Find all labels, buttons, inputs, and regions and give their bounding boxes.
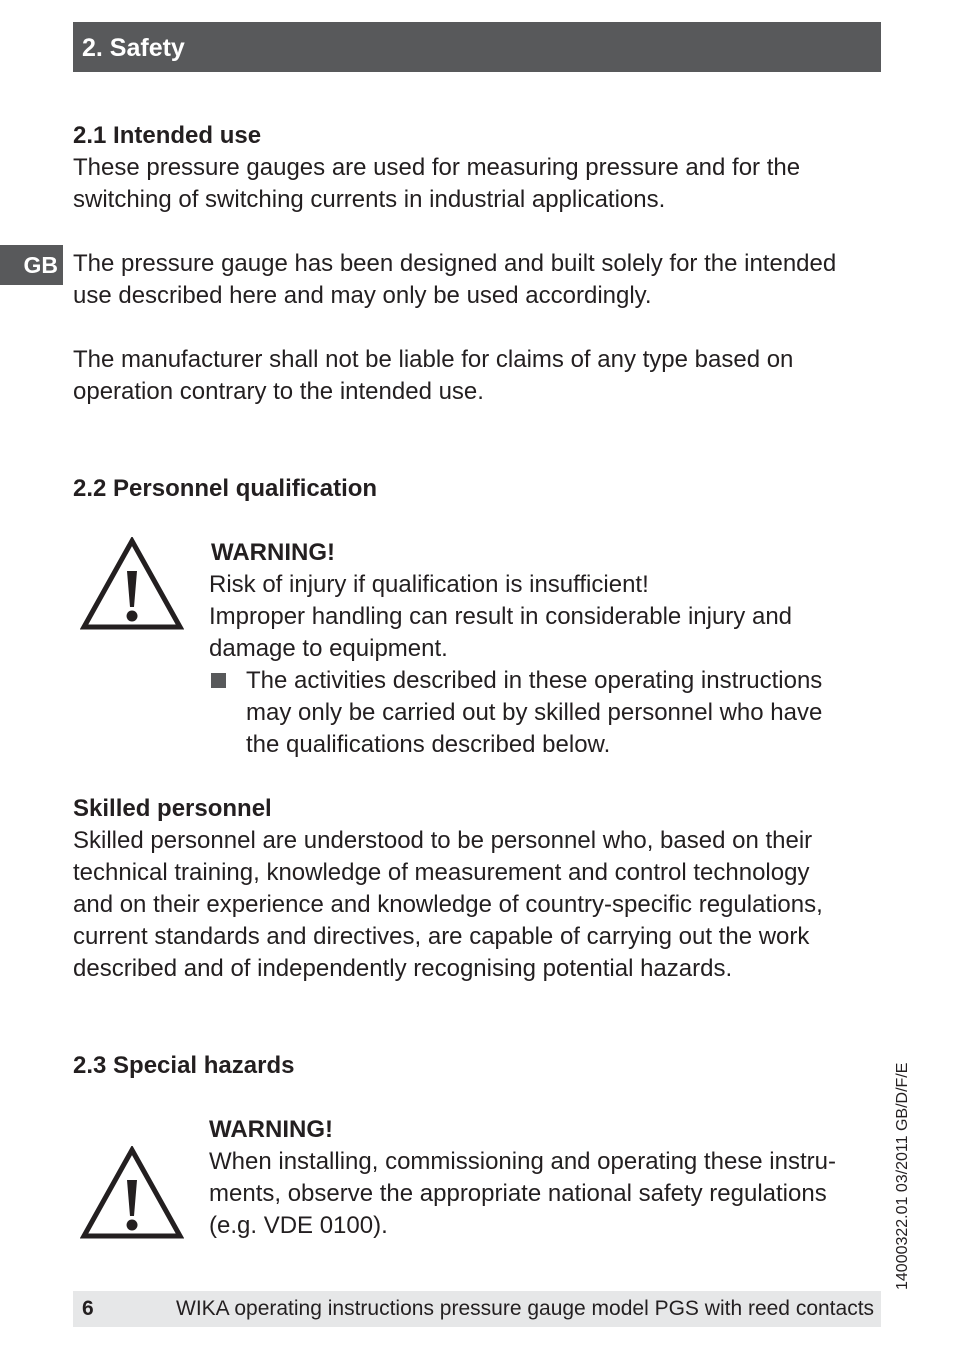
hazard-warning-line-2: ments, observe the appropriate national safety regulations (209, 1180, 827, 1207)
warning-line-2: Improper handling can result in considerable injury and (209, 603, 793, 630)
document-code: 14000322.01 03/2011 GB/D/F/E (894, 1062, 911, 1290)
bullet-square (211, 673, 226, 688)
intended-use-p1-line2: switching of switching currents in industrial applications. (73, 186, 666, 213)
skilled-line-4: current standards and directives, are capable of carrying out the work (73, 923, 810, 950)
skilled-line-1: Skilled personnel are understood to be personnel who, based on their (73, 827, 813, 854)
heading-personnel-qualification: 2.2 Personnel qualification (73, 475, 378, 502)
warning-title: WARNING! (211, 539, 335, 566)
intended-use-p3-line2: operation contrary to the intended use. (73, 378, 484, 405)
skilled-line-3: and on their experience and knowledge of country-specific regulations, (73, 891, 823, 918)
warning-bullet-line-3: the qualifications described below. (246, 731, 611, 758)
intended-use-p3-line1: The manufacturer shall not be liable for claims of any type based on (73, 346, 794, 373)
section-header-bar (73, 22, 881, 72)
warning-bullet-line-1: The activities described in these operating instructions (246, 667, 823, 694)
skilled-line-2: technical training, knowledge of measurement and control technology (73, 859, 810, 886)
heading-special-hazards: 2.3 Special hazards (73, 1052, 295, 1079)
hazard-warning-line-1: When installing, commissioning and operating these instru- (209, 1148, 836, 1175)
heading-intended-use: 2.1 Intended use (73, 122, 262, 149)
warning-line-1: Risk of injury if qualification is insufficient! (209, 571, 649, 598)
language-tab-label: GB (23, 252, 58, 278)
heading-skilled-personnel: Skilled personnel (73, 795, 272, 822)
warning-triangle-icon (80, 1146, 184, 1245)
hazard-warning-line-3: (e.g. VDE 0100). (209, 1212, 388, 1239)
intended-use-p1-line1: These pressure gauges are used for measuring pressure and for the (73, 154, 801, 181)
warning-triangle-icon (80, 537, 184, 636)
section-title: 2. Safety (82, 34, 185, 62)
page-number: 6 (82, 1297, 94, 1320)
skilled-line-5: described and of independently recognising potential hazards. (73, 955, 733, 982)
intended-use-p2-line2: use described here and may only be used accordingly. (73, 282, 652, 309)
footer-text: WIKA operating instructions pressure gauge model PGS with reed contacts (176, 1297, 875, 1320)
warning-bullet-line-2: may only be carried out by skilled personnel who have (246, 699, 823, 726)
intended-use-p2-line1: The pressure gauge has been designed and built solely for the intended (73, 250, 837, 277)
warning-line-3: damage to equipment. (209, 635, 448, 662)
warning-title: WARNING! (209, 1116, 333, 1143)
